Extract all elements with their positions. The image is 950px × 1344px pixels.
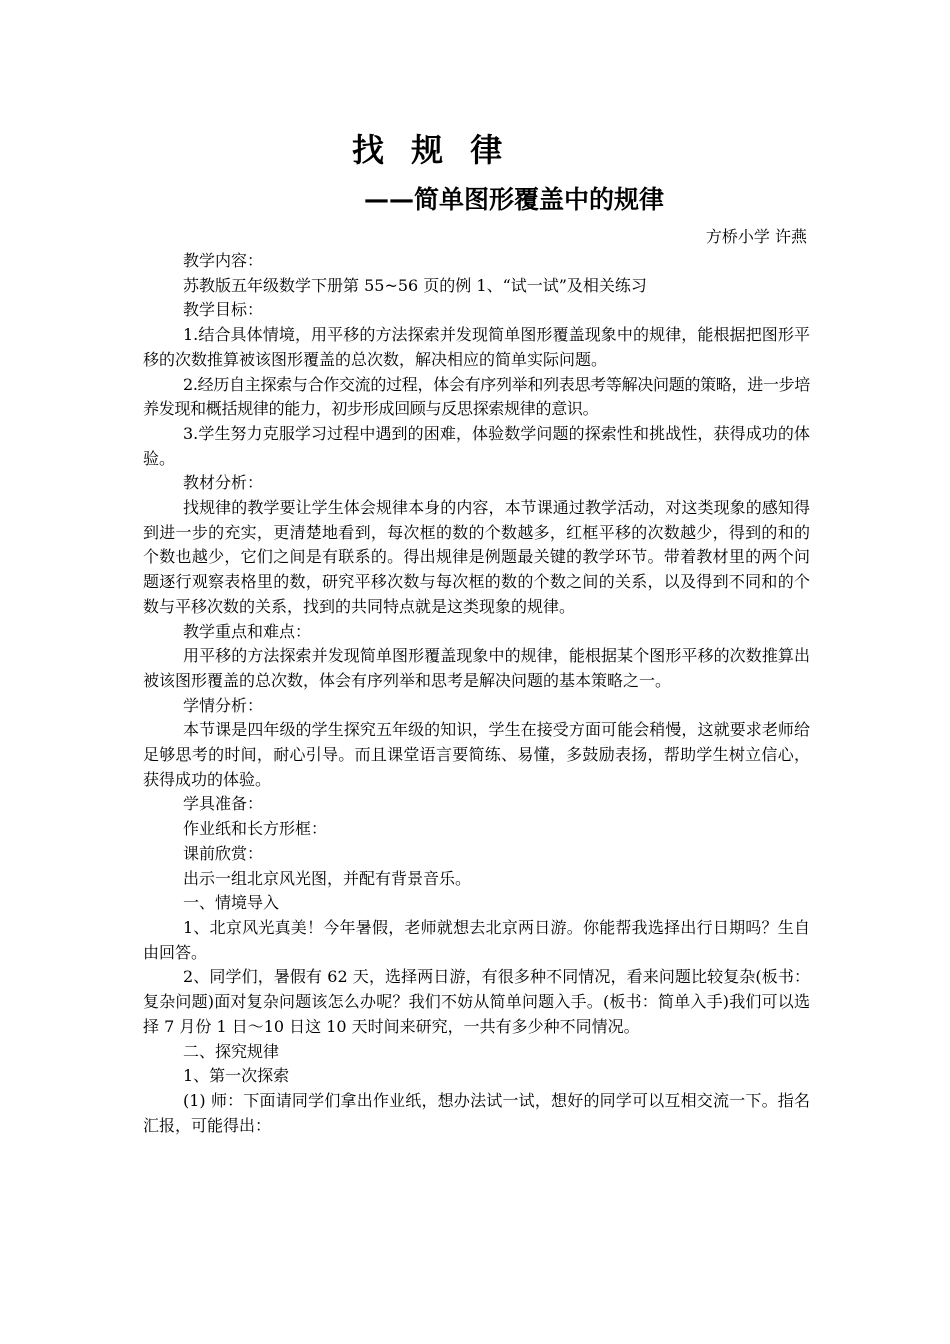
document-body [143,249,810,1138]
goal-1: 1.结合具体情境，用平移的方法探索并发现简单图形覆盖现象中的规律，能根据把图形平移的次数推算被该图形覆盖的总次数，解决相应的简单实际问题。 [143,325,810,369]
heading-textbook-analysis: 教材分析： [183,473,264,493]
pre-class-text: 出示一组北京风光图，并配有背景音乐。 [183,868,472,888]
textbook-analysis-text: 找规律的教学要让学生体会规律本身的内容，本节课通过教学活动，对这类现象的感知得到进一步的充实，更清楚地看到，每次框的数的个数越多，红框平移的次数越少，得到的和的个数也越少，它们之间是有联系的。得出规律是例题最关键的教学环节。带着教材里的两个问题逐行观察表格里的数，研究平移次数与每次框的数的个数之间的关系，以及得到不同和的个数与平移次数的关系，找到的共同特点就是这类现象的规律。 [143,498,810,616]
section-2-heading: 二、探究规律 [183,1041,280,1061]
heading-pre-class: 课前欣赏： [183,843,264,863]
goal-2: 2.经历自主探索与合作交流的过程，体会有序列举和列表思考等解决问题的策略，进一步培养发现和概括规律的能力，初步形成回顾与反思探索规律的意识。 [143,374,810,419]
section-1-heading: 一、情境导入 [183,893,280,913]
heading-student-analysis: 学情分析： [183,695,264,715]
author-line: 方桥小学 许燕 [705,227,807,246]
heading-materials: 学具准备： [183,794,264,814]
document-title: 找 规 律 [352,131,511,169]
goal-3: 3.学生努力克服学习过程中遇到的困难，体验数学问题的探索性和挑战性，获得成功的体验。 [143,423,810,468]
section-1-item-2: 2、同学们，暑假有 62 天，选择两日游，有很多种不同情况，看来问题比较复杂(板书：复杂问题)面对复杂问题该怎么办呢？我们不妨从简单问题入手。(板书：简单入手)我们可以选择 7 月份 1 日～10 日这 10 天时间来研究，一共有多少种不同情况。 [143,967,810,1036]
heading-teaching-goals: 教学目标： [183,300,264,320]
materials-text: 作业纸和长方形框： [183,819,328,839]
heading-teaching-content: 教学内容： [183,251,264,270]
document-subtitle: ——简单图形覆盖中的规律 [364,185,665,214]
section-1-item-1: 1、北京风光真美！今年暑假，老师就想去北京两日游。你能帮我选择出行日期吗？生自由回答。 [143,917,810,962]
section-2-item-1-sub-1: (1) 师：下面请同学们拿出作业纸，想办法试一试，想好的同学可以互相交流一下。指名汇报，可能得出： [143,1090,810,1135]
key-points-text: 用平移的方法探索并发现简单图形覆盖现象中的规律，能根据某个图形平移的次数推算出被该图形覆盖的总次数，体会有序列举和思考是解决问题的基本策略之一。 [143,646,810,690]
heading-key-points: 教学重点和难点： [183,621,312,641]
student-analysis-text: 本节课是四年级的学生探究五年级的知识，学生在接受方面可能会稍慢，这就要求老师给足够思考的时间，耐心引导。而且课堂语言要简练、易懂，多鼓励表扬，帮助学生树立信心，获得成功的体验。 [143,720,810,789]
section-2-item-1: 1、第一次探索 [183,1066,290,1086]
teaching-content-text: 苏教版五年级数学下册第 55~56 页的例 1、“试一试”及相关练习 [183,275,647,295]
